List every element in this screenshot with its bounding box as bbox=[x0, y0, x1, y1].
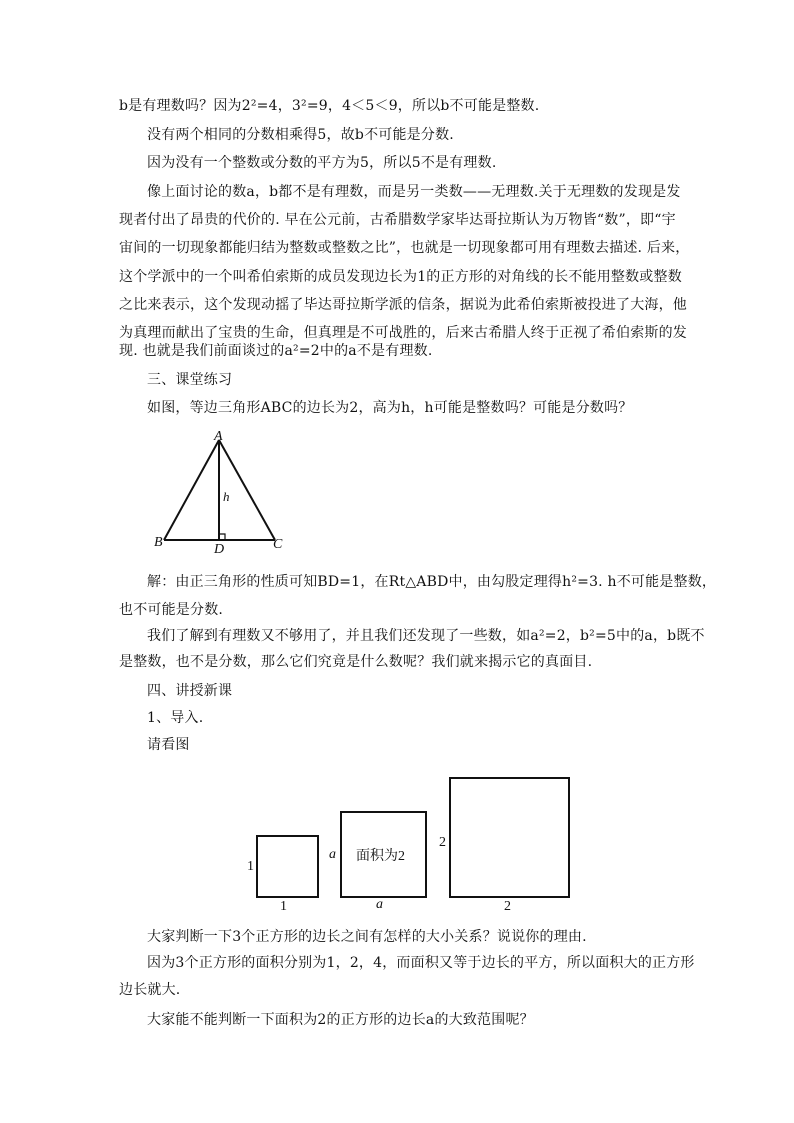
square3-side-label: 2 bbox=[439, 835, 446, 850]
side-ab bbox=[164, 440, 219, 540]
paragraph-line: 也不可能是分数. bbox=[119, 602, 224, 618]
square2-side-label: a bbox=[329, 847, 336, 862]
square2-bottom-label: a bbox=[376, 897, 383, 912]
paragraph-line: 之比来表示，这个发现动摇了毕达哥拉斯学派的信条，据说为此希伯索斯被投进了大海，他 bbox=[119, 297, 687, 313]
square3-bottom-label: 2 bbox=[504, 899, 511, 914]
paragraph-line: 因为没有一个整数或分数的平方为5，所以5不是有理数. bbox=[147, 155, 497, 171]
point-d-label: D bbox=[214, 542, 225, 556]
paragraph-line: 没有两个相同的分数相乘得5，故b不可能是分数. bbox=[147, 127, 454, 143]
paragraph-line: 我们了解到有理数又不够用了，并且我们还发现了一些数，如a²=2，b²=5中的a，b既不 bbox=[147, 628, 705, 644]
paragraph-line: 现. 也就是我们前面谈过的a²=2中的a不是有理数. bbox=[119, 343, 433, 359]
paragraph-line: 宙间的一切现象都能归结为整数或整数之比”，也就是一切现象都可用有理数去描述. 后来， bbox=[119, 240, 690, 256]
paragraph-line: 这个学派中的一个叫希伯索斯的成员发现边长为1的正方形的对角线的长不能用整数或整数 bbox=[119, 269, 682, 285]
square-area-1 bbox=[257, 836, 318, 897]
section-heading: 四、讲授新课 bbox=[147, 683, 233, 699]
square1-side-label: 1 bbox=[247, 859, 254, 874]
paragraph-line: 边长就大. bbox=[119, 982, 181, 998]
paragraph-line: 大家能不能判断一下面积为2的正方形的边长a的大致范围呢？ bbox=[147, 1012, 534, 1028]
paragraph-line: 为真理而献出了宝贵的生命，但真理是不可战胜的，后来古希腊人终于正视了希伯索斯的发 bbox=[119, 325, 687, 341]
square2-area-label: 面积为2 bbox=[356, 849, 405, 864]
triangle-figure bbox=[150, 426, 290, 556]
square-area-4 bbox=[450, 778, 569, 897]
paragraph-line: 大家判断一下3个正方形的边长之间有怎样的大小关系？说说你的理由. bbox=[147, 929, 587, 945]
paragraph-line: 因为3个正方形的面积分别为1，2，4，而面积又等于边长的平方，所以面积大的正方形 bbox=[147, 955, 695, 971]
paragraph-line: 请看图 bbox=[147, 737, 190, 753]
paragraph-line: 像上面讨论的数a，b都不是有理数，而是另一类数——无理数.关于无理数的发现是发 bbox=[147, 184, 681, 200]
paragraph-line: 如图，等边三角形ABC的边长为2，高为h，h可能是整数吗？可能是分数吗？ bbox=[147, 400, 633, 416]
vertex-a-label: A bbox=[214, 429, 223, 444]
squares-figure bbox=[240, 772, 580, 914]
height-h-label: h bbox=[223, 489, 230, 504]
paragraph-line: b是有理数吗？因为2²=4，3²=9，4＜5＜9，所以b不可能是整数. bbox=[119, 98, 540, 114]
paragraph-line: 现者付出了昂贵的代价的. 早在公元前，古希腊数学家毕达哥拉斯认为万物皆“数”，即“宇 bbox=[119, 212, 676, 228]
vertex-b-label: B bbox=[154, 535, 163, 550]
square1-bottom-label: 1 bbox=[280, 899, 287, 914]
section-heading: 三、课堂练习 bbox=[147, 372, 233, 388]
paragraph-line: 是整数，也不是分数，那么它们究竟是什么数呢？我们就来揭示它的真面目. bbox=[119, 654, 593, 670]
vertex-c-label: C bbox=[273, 537, 283, 552]
paragraph-line: 1、导入. bbox=[147, 710, 204, 726]
paragraph-line: 解：由正三角形的性质可知BD=1，在Rt△ABD中，由勾股定理得h²=3. h不可能是整数， bbox=[147, 574, 717, 590]
